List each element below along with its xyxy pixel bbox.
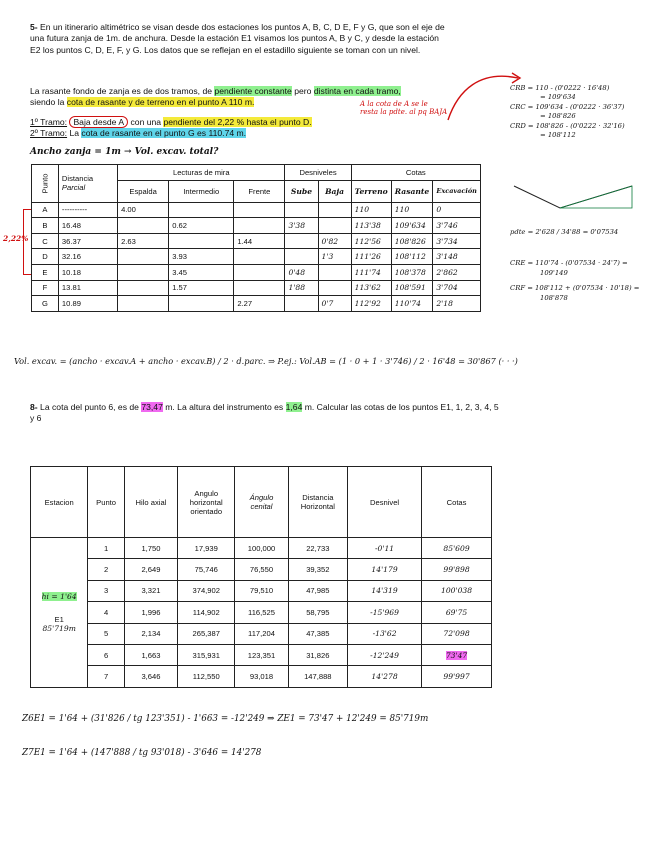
cell-p: B	[32, 218, 59, 234]
cell-ac: 123,351	[235, 644, 288, 665]
station-cell	[31, 538, 88, 688]
right-calculations-2	[510, 228, 650, 303]
cell-b	[318, 280, 351, 296]
cell-ac: 93,018	[235, 666, 288, 687]
station-cota: 85'719m	[42, 623, 76, 633]
cell-h: 3,321	[124, 580, 177, 601]
highlight-cota-6: 73,47	[141, 402, 163, 412]
equation-1: Z6E1 = 1'64 + (31'826 / tg 123'351) - 1'663 = -12'249 ⇒ ZE1 = 73'47 + 12'249 = 85'719m	[22, 714, 429, 724]
cell-d: 31,826	[288, 644, 347, 665]
cell-t: 110	[351, 202, 391, 218]
cell-x: 3'704	[433, 280, 481, 296]
cell-b: 0'82	[318, 233, 351, 249]
col-excavacion: Excavación	[433, 180, 481, 202]
col-desniveles: Desniveles	[285, 165, 351, 181]
calc-line: CRD = 108'826 - (0'0222 · 32'16)	[510, 121, 625, 130]
col-terreno: Terreno	[351, 180, 391, 202]
handwritten-red-note: A la cota de A se le resta la pdte. al pq BAJA	[360, 100, 448, 116]
cell-s: 1'88	[285, 280, 318, 296]
cell-dn: -13'62	[348, 623, 422, 644]
cell-p: E	[32, 264, 59, 280]
cell-f	[234, 280, 285, 296]
calc-line: CRB = 110 - (0'0222 · 16'48)	[510, 84, 610, 92]
cell-e	[118, 249, 169, 265]
col-estacion: Estacion	[31, 467, 88, 538]
col-hilo: Hilo axial	[124, 467, 177, 538]
cell-d: 39,352	[288, 559, 347, 580]
exercise-8-statement	[30, 402, 500, 425]
cell-e: 4.00	[118, 202, 169, 218]
text-fragment: m. Calcular las cotas de los puntos E1, 1, 2, 3, 4, 5 y 6	[30, 402, 499, 424]
cell-s	[285, 233, 318, 249]
cell-f: 1.44	[234, 233, 285, 249]
highlight-distinta: distinta en cada tramo,	[313, 86, 401, 96]
col-ang-horizontal: Angulo horizontal orientado	[178, 467, 235, 538]
cell-ac: 116,525	[235, 602, 288, 623]
col-rasante: Rasante	[391, 180, 433, 202]
cell-ac: 79,510	[235, 580, 288, 601]
cell-ah: 114,902	[178, 602, 235, 623]
cell-s	[285, 249, 318, 265]
cell-f	[234, 264, 285, 280]
calc-line: = 109'634	[540, 93, 576, 102]
cell-r: 108'378	[391, 264, 433, 280]
col-intermedio: Intermedio	[169, 180, 234, 202]
tramos	[30, 117, 450, 140]
cell-ah: 315,931	[178, 644, 235, 665]
cell-b: 1'3	[318, 249, 351, 265]
cell-r: 108'826	[391, 233, 433, 249]
cell-h: 1,750	[124, 538, 177, 559]
cell-dn: -15'969	[348, 602, 422, 623]
tramo-2-label: 2º Tramo:	[30, 128, 68, 139]
cell-t: 112'56	[351, 233, 391, 249]
cell-x: 3'734	[433, 233, 481, 249]
highlight-altura: 1,64	[285, 402, 303, 412]
highlight-pendiente: pendiente constante	[214, 86, 292, 96]
highlight-cota-a: cota de rasante y de terreno en el punto A 110 m.	[66, 97, 255, 108]
table-row	[31, 644, 492, 665]
cell-p: 2	[88, 559, 125, 580]
col-baja: Baja	[318, 180, 351, 202]
cell-i: 1.57	[169, 280, 234, 296]
cell-i	[169, 296, 234, 312]
cell-c: 72'098	[422, 623, 492, 644]
cell-f	[234, 218, 285, 234]
cell-d: 47,985	[288, 580, 347, 601]
cell-d: 10.89	[58, 296, 117, 312]
cell-h: 2,134	[124, 623, 177, 644]
text-fragment: La	[67, 128, 82, 139]
table-row	[31, 623, 492, 644]
text-fragment: La rasante fondo de zanja es de dos tramos, de	[30, 86, 215, 96]
table-row	[32, 218, 481, 234]
cell-d: 13.81	[58, 280, 117, 296]
table-row	[31, 666, 492, 687]
col-frente: Frente	[234, 180, 285, 202]
calc-line: 109'149	[540, 268, 568, 277]
table-row	[32, 202, 481, 218]
cell-e	[118, 280, 169, 296]
highlight-cota-6: 73'47	[445, 650, 468, 660]
cell-c: 99'997	[422, 666, 492, 687]
text-fragment: pero	[291, 86, 314, 96]
cell-r: 109'634	[391, 218, 433, 234]
cell-x: 2'862	[433, 264, 481, 280]
cell-p: 7	[88, 666, 125, 687]
exercise-5-statement	[30, 22, 450, 56]
cell-e: 2.63	[118, 233, 169, 249]
cell-p: 6	[88, 644, 125, 665]
cell-r: 108'112	[391, 249, 433, 265]
cell-dn: -0'11	[348, 538, 422, 559]
cell-d: 32.16	[58, 249, 117, 265]
cell-p: A	[32, 202, 59, 218]
table-row	[32, 280, 481, 296]
text-fragment: siendo la	[30, 97, 67, 108]
baja-desde-a-circle: Baja desde A	[69, 116, 128, 128]
cell-ac: 100,000	[235, 538, 288, 559]
calc-line: CRC = 109'634 - (0'0222 · 36'37)	[510, 102, 625, 111]
calc-line: 108'878	[540, 293, 568, 302]
cell-ah: 112,550	[178, 666, 235, 687]
cell-b: 0'7	[318, 296, 351, 312]
col-lecturas: Lecturas de mira	[118, 165, 285, 181]
cell-h: 1,663	[124, 644, 177, 665]
cell-e	[118, 264, 169, 280]
cell-e	[118, 296, 169, 312]
red-slope-label: 2,22%	[3, 234, 29, 243]
cell-dn: 14'278	[348, 666, 422, 687]
cell-x: 0	[433, 202, 481, 218]
cell-p: 5	[88, 623, 125, 644]
cell-ah: 17,939	[178, 538, 235, 559]
cell-p: C	[32, 233, 59, 249]
col-desnivel: Desnivel	[348, 467, 422, 538]
cell-i: 3.45	[169, 264, 234, 280]
cell-t: 113'62	[351, 280, 391, 296]
cell-t: 112'92	[351, 296, 391, 312]
cell-s: 3'38	[285, 218, 318, 234]
cell-i	[169, 202, 234, 218]
cell-f	[234, 249, 285, 265]
cell-dn: 14'179	[348, 559, 422, 580]
cell-dn: -12'249	[348, 644, 422, 665]
volume-formula: Vol. excav. = (ancho · excav.A + ancho · excav.B) / 2 · d.parc. ⇒ P.ej.: Vol.AB = (1 · 0 + 1 · 3'746) / 2 · 16'48 = 30'867 (· · ·)	[14, 356, 518, 366]
table-row	[32, 233, 481, 249]
cell-ah: 374,902	[178, 580, 235, 601]
cell-ac: 117,204	[235, 623, 288, 644]
tachymetry-table	[30, 466, 492, 688]
leveling-table	[31, 164, 481, 312]
cell-i: 0.62	[169, 218, 234, 234]
calc-line: CRF = 108'112 + (0'07534 · 10'18) =	[510, 284, 640, 293]
cell-i: 3.93	[169, 249, 234, 265]
cell-d: 16.48	[58, 218, 117, 234]
station-hi: hi = 1'64	[41, 591, 77, 601]
cell-b	[318, 264, 351, 280]
cell-ac: 76,550	[235, 559, 288, 580]
highlight-cota-g: cota de rasante en el punto G es 110.74 m.	[81, 128, 247, 139]
cell-d: ----------	[58, 202, 117, 218]
cell-r: 110	[391, 202, 433, 218]
equation-2: Z7E1 = 1'64 + (147'888 / tg 93'018) - 3'646 = 14'278	[22, 748, 262, 758]
cell-t: 111'26	[351, 249, 391, 265]
cell-d: 36.37	[58, 233, 117, 249]
cell-c: 100'038	[422, 580, 492, 601]
cell-h: 1,996	[124, 602, 177, 623]
calc-line: CRE = 110'74 - (0'07534 · 24'7) =	[510, 259, 628, 268]
table-row	[32, 296, 481, 312]
cell-s	[285, 202, 318, 218]
cell-f	[234, 202, 285, 218]
text-fragment: La cota del punto 6, es de	[37, 402, 142, 412]
text-fragment: m. La altura del instrumento es	[162, 402, 286, 412]
text-fragment: con una	[128, 117, 164, 127]
cell-c: 85'609	[422, 538, 492, 559]
col-espalda: Espalda	[118, 180, 169, 202]
col-distancia: Distancia Parcial	[58, 165, 117, 203]
cell-r: 108'591	[391, 280, 433, 296]
table-row	[32, 264, 481, 280]
cell-dn: 14'319	[348, 580, 422, 601]
calc-line: = 108'112	[540, 131, 576, 140]
cell-c: 99'898	[422, 559, 492, 580]
col-distancia: Distancia Horizontal	[288, 467, 347, 538]
col-punto: Punto	[32, 165, 59, 203]
table-row	[31, 538, 492, 559]
cell-p: 3	[88, 580, 125, 601]
cell-ah: 75,746	[178, 559, 235, 580]
cell-x: 3'148	[433, 249, 481, 265]
cell-d: 10.18	[58, 264, 117, 280]
cell-d: 47,385	[288, 623, 347, 644]
exercise-number: 5-	[30, 22, 38, 32]
table-row	[31, 580, 492, 601]
cell-h: 3,646	[124, 666, 177, 687]
exercise-number: 8-	[30, 402, 38, 412]
calc-line: pdte = 2'628 / 34'88 = 0'07534	[510, 228, 619, 236]
col-ang-cenital: Ángulo cenital	[235, 467, 288, 538]
cell-e	[118, 218, 169, 234]
cell-p: D	[32, 249, 59, 265]
station-name: E1	[54, 614, 64, 624]
cell-c	[422, 644, 492, 665]
table-row	[32, 249, 481, 265]
handwritten-question: Ancho zanja = 1m → Vol. excav. total?	[30, 147, 219, 157]
profile-sketch	[510, 170, 640, 220]
cell-s: 0'48	[285, 264, 318, 280]
col-punto: Punto	[88, 467, 125, 538]
cell-d: 58,795	[288, 602, 347, 623]
cell-t: 111'74	[351, 264, 391, 280]
cell-b	[318, 202, 351, 218]
cell-r: 110'74	[391, 296, 433, 312]
table-row	[31, 602, 492, 623]
col-cotas: Cotas	[351, 165, 480, 181]
cell-c: 69'75	[422, 602, 492, 623]
col-sube: Sube	[285, 180, 318, 202]
cell-i	[169, 233, 234, 249]
cell-x: 3'746	[433, 218, 481, 234]
red-bracket	[23, 209, 31, 275]
cell-h: 2,649	[124, 559, 177, 580]
calc-line: = 108'826	[540, 112, 576, 121]
cell-t: 113'38	[351, 218, 391, 234]
right-calculations	[510, 84, 650, 140]
cell-p: G	[32, 296, 59, 312]
cell-d: 22,733	[288, 538, 347, 559]
highlight-pendiente-222: pendiente del 2,22 % hasta el punto D.	[163, 117, 312, 127]
table-row	[31, 559, 492, 580]
cell-ah: 265,387	[178, 623, 235, 644]
cell-f: 2.27	[234, 296, 285, 312]
cell-p: 4	[88, 602, 125, 623]
cell-p: F	[32, 280, 59, 296]
tramo-1-label: 1º Tramo:	[30, 117, 68, 127]
cell-x: 2'18	[433, 296, 481, 312]
cell-d: 147,888	[288, 666, 347, 687]
cell-b	[318, 218, 351, 234]
cell-p: 1	[88, 538, 125, 559]
col-cotas: Cotas	[422, 467, 492, 538]
cell-s	[285, 296, 318, 312]
exercise-5-text: En un itinerario altimétrico se visan desde dos estaciones los puntos A, B, C, D E, F y G, que son el eje de una futura zanja de 1m. de anchura. Desde la estación E1 visamos los puntos A, B y C, y desde la estación E2 los puntos C, D, E, F, y G. Los datos que se reflejan en el estadillo siguiente se toman con un nivel.	[30, 22, 445, 55]
